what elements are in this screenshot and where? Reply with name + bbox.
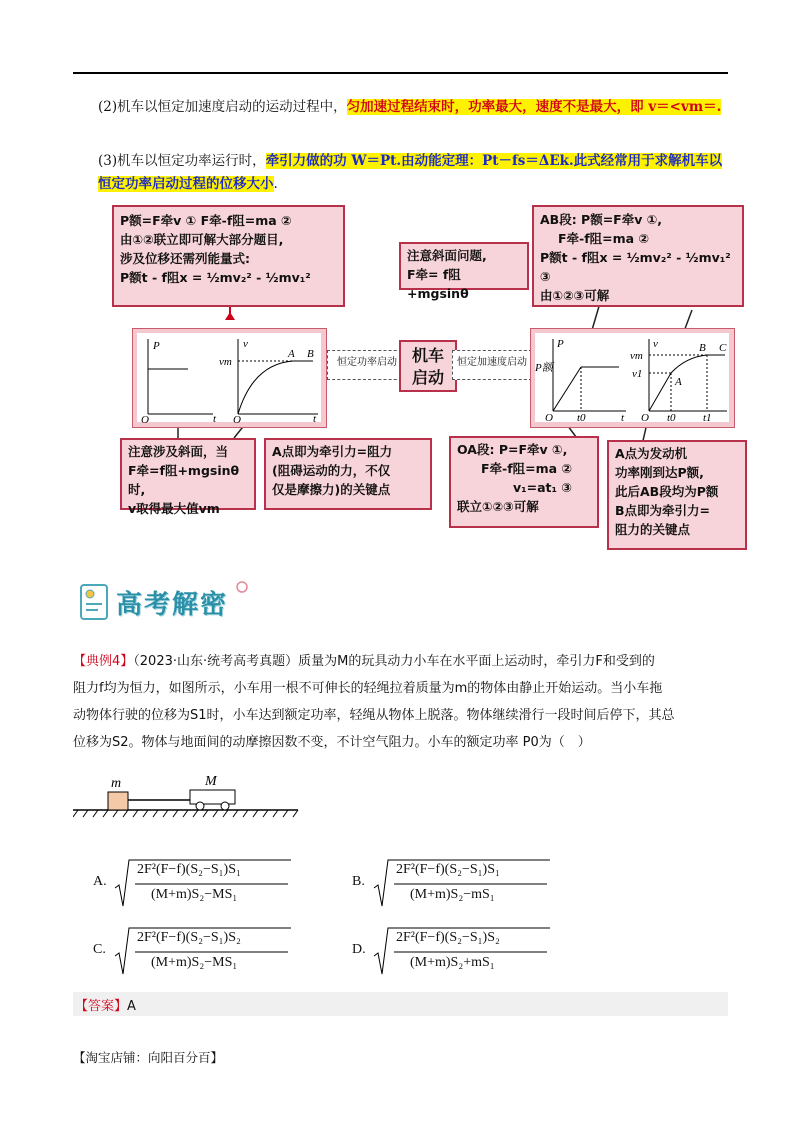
svg-text:A: A: [288, 348, 295, 360]
para2-tail: <vm＝.: [669, 99, 722, 115]
svg-text:P额: P额: [535, 362, 553, 374]
banner-title: 高考解密: [116, 590, 229, 620]
para2-prefix: (2)机车以恒定加速度启动的运动过程中，: [98, 99, 347, 115]
label-m: m: [111, 776, 122, 791]
incline-vmax-box: 注意涉及斜面，当 F牵=f阻+mgsinθ时, v取得最大值vm: [120, 438, 256, 510]
svg-text:vm: vm: [630, 350, 643, 362]
svg-text:P: P: [153, 340, 160, 352]
label-M: M: [205, 774, 217, 789]
answer-bar: [73, 992, 728, 1016]
constant-acceleration-label: 恒定加速度启动: [452, 350, 532, 380]
svg-text:O: O: [641, 412, 649, 424]
svg-text:t0: t0: [577, 412, 586, 424]
paragraph-3: (3)机车以恒定功率运行时，牵引力做的功 W＝Pt.由动能定理：Pt－fs＝ΔEk.此式经常用于求解机车以 恒定功率启动过程的位移大小.: [98, 153, 723, 192]
paragraph-2: [98, 96, 738, 119]
right-graph-frame: [530, 328, 735, 428]
oa-segment-box: OA段: P=F牵v ①, F牵-f阻=ma ② v₁=at₁ ③ 联立①②③可解: [449, 436, 599, 528]
svg-text:O: O: [545, 412, 553, 424]
exam-secrets-banner: [78, 578, 253, 624]
svg-text:t: t: [621, 412, 625, 424]
shop-footer: 【淘宝店铺：向阳百分百】: [73, 1050, 224, 1065]
svg-text:A: A: [675, 376, 682, 388]
left-graph-frame: [132, 328, 327, 428]
car-wheel-right: [221, 802, 229, 810]
svg-text:v1: v1: [632, 368, 643, 380]
svg-text:B: B: [699, 342, 706, 354]
car-pulling-block-figure: [73, 760, 303, 818]
car-wheel-left: [196, 802, 204, 810]
problem-tag: 【典例4】: [73, 654, 134, 669]
para3-blue2: 恒定功率启动过程的位移大小: [98, 176, 274, 192]
svg-text:t0: t0: [667, 412, 676, 424]
svg-text:P: P: [557, 338, 564, 350]
problem-statement: 【典例4】（2023·山东·统考高考真题）质量为M的玩具动力小车在水平面上运动时，牵引力F和受到的 阻力f均为恒力，如图所示，小车用一根不可伸长的轻绳拉着质量为m的物体由静止开始运动。当小车拖 动物体行驶的位移为S1时，小车达到额定功率，轻绳从物体上脱落。物体继续滑行一段时间后停下，其总 位移为S2。物体与地面间的动摩擦因数不变，不计空气阻力。小车的额定功率 P0为（ ）: [73, 654, 675, 750]
mind-map-diagram: [112, 200, 762, 560]
point-a-power-box: A点为发动机 功率刚到达P额, 此后AB段均为P额 B点即为牵引力= 阻力的关键点: [607, 440, 747, 550]
answer-value: A: [127, 999, 136, 1014]
answer-tag: 【答案】: [75, 999, 128, 1014]
svg-text:O: O: [233, 414, 241, 426]
constant-power-label: 恒定功率启动: [327, 350, 407, 380]
left-graphs: [133, 329, 325, 426]
block-m: [108, 792, 128, 810]
formula-box-constant-power: P额=F牵v ① F牵-f阻=ma ② 由①②联立即可解大部分题目, 涉及位移还需列能量式: P额t - f阻x = ½mv₂² - ½mv₁²: [112, 205, 345, 307]
svg-text:vm: vm: [219, 356, 232, 368]
locomotive-start-center: 机车 启动: [399, 340, 457, 392]
svg-text:t: t: [313, 413, 317, 425]
svg-text:C: C: [719, 342, 727, 354]
incline-note-box: 注意斜面问题, F牵= f阻+mgsinθ: [399, 242, 529, 290]
para3-blue1: 牵引力做的功 W＝Pt.由动能定理：Pt－fs＝ΔEk.此式经常用于求解机车以: [265, 153, 723, 169]
svg-text:O: O: [141, 414, 149, 426]
svg-text:t1: t1: [703, 412, 712, 424]
ab-segment-box: AB段: P额=F牵v ①, F牵-f阻=ma ② P额t - f阻x = ½mv₂² - ½mv₁² ③ 由①②③可解: [532, 205, 744, 307]
para2-highlight: 匀加速过程结束时，功率最大，速度不是最大，即 v＝: [346, 99, 670, 115]
svg-text:v: v: [243, 338, 248, 350]
decorative-sparkle-icon: [233, 578, 251, 596]
svg-text:t: t: [213, 413, 217, 425]
para3-prefix: (3)机车以恒定功率运行时，: [98, 153, 266, 169]
right-graphs: [531, 329, 733, 426]
point-a-key-box: A点即为牵引力=阻力 (阻碍运动的力，不仅 仅是摩擦力)的关键点: [264, 438, 432, 510]
top-rule: [73, 72, 728, 74]
svg-text:B: B: [307, 348, 314, 360]
svg-text:v: v: [653, 338, 658, 350]
car-M: [190, 790, 235, 804]
document-icon: [78, 582, 112, 622]
